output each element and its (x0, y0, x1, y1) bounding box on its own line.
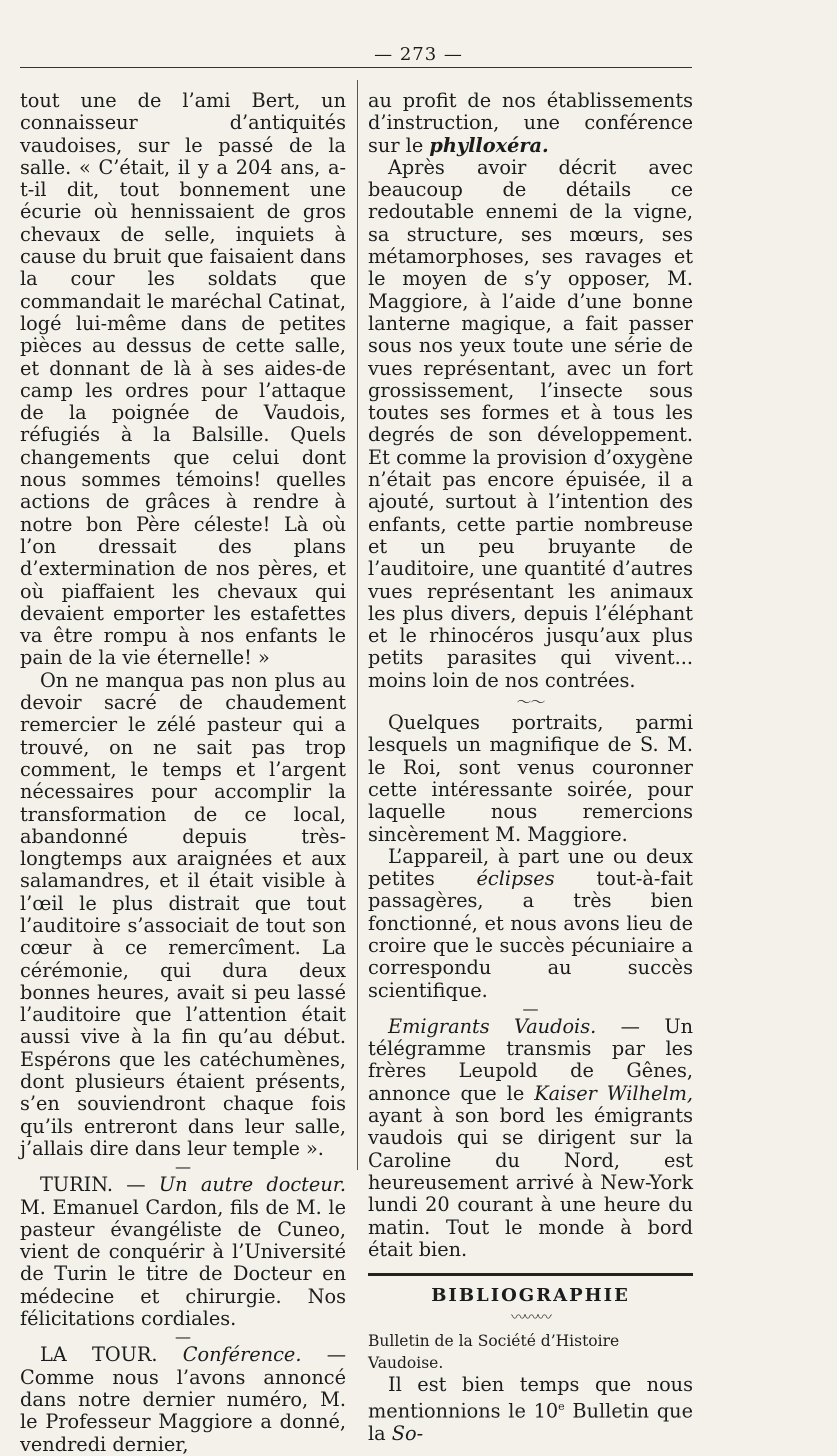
section-separator: — (175, 1327, 191, 1347)
page-number: — 273 — (374, 44, 463, 65)
header-rule (20, 67, 692, 68)
paragraph-la-tour (20, 1344, 346, 1455)
emigrants-text-a: Un télégramme transmis par les frères Leupold de Gênes, annonce que le (368, 1014, 693, 1105)
dash: — (596, 1014, 665, 1038)
paragraph-bulletin (368, 1374, 693, 1445)
emigrants-text-b: ayant à son bord les émigrants vaudois qui se dirigent sur la Caroline du Nord, est heureusement arrivé à New-York lundi 20 courant à une heure du matin. Tout le monde à bord était bien. (368, 1104, 693, 1261)
paragraph-salle-history: tout une de l’ami Bert, un connaisseur d’antiquités vaudoises, sur le passé de la salle. « C’était, il y a 204 ans, a-t-il dit, tout bonnement une écurie où hennissaient de gros chevaux de selle, inquiets à cause du bruit que faisaient dans la cour les soldats que commandait le maréchal Catinat, logé lui-même dans de petites pièces au dessus de cette salle, et donnant de là à ses aides-de camp les ordres pour l’attaque de la poignée de Vaudois, réfugiés à la Balsille. Quels changements que celui dont nous sommes témoins! quelles actions de grâces à rendre à notre bon Père céleste! Là où l’on dressait des plans d’extermination de nos pères, et où piaffaient les chevaux qui devaient emporter les estafettes va être rompu à nos enfants le pain de la vie éternelle! » (20, 89, 346, 670)
left-column (20, 90, 346, 1456)
paragraph-emigrants (368, 1016, 693, 1261)
paragraph-lanterne-magique: Après avoir décrit avec beaucoup de détails ce redoutable ennemi de la vigne, sa structure, ses mœurs, ses métamorphoses, ses ravages et le moyen de s’y opposer, M. Maggiore, à l’aide d’une bonne lanterne magique, a fait passer sous nos yeux toute une série de vues représentant, avec un fort grossissement, l’insecte sous toutes ses formes et à tous les degrés de son développement. Et comme la provision d’oxygène n’était pas encore épuisée, il a ajouté, surtout à l’intention des enfants, cette partie nombreuse et un peu bruyante de l’auditoire, une quantité d’autres vues représentant les animaux les plus divers, depuis l’éléphant et le rhinocéros jusqu’aux plus petits parasites qui vivent... moins loin de nos contrées. (368, 155, 693, 692)
appareil-text-a: L’appareil, à part une ou deux petites (368, 844, 693, 891)
societe-abbrev: So- (391, 1422, 424, 1446)
title-autre-docteur: Un autre docteur. (158, 1173, 346, 1197)
bibliography-heading: BIBLIOGRAPHIE (431, 1285, 630, 1307)
bibliography-rule (368, 1273, 693, 1276)
dash: — (113, 1173, 159, 1197)
intro-text: au profit de nos établissements d’instruction, une conférence sur le (368, 89, 693, 157)
paragraph-phylloxera-intro (368, 90, 693, 157)
la-tour-body: Comme nous l’avons annoncé dans notre dernier numéro, M. le Professeur Maggiore a donné, vendredi dernier, (20, 1365, 346, 1456)
term-phylloxera: phylloxéra. (429, 133, 549, 157)
title-emigrants-vaudois: Emigrants Vaudois. (388, 1014, 597, 1038)
paragraph-remerciement: On ne manqua pas non plus au devoir sacré de chaudement remercier le zélé pasteur qui a trouvé, on ne sait pas trop comment, le temps et l’argent nécessaires pour accomplir la transformation de ce local, abandonné depuis très-longtemps aux araignées et aux salamandres, et il était visible à l’œil le plus distrait que tout l’auditoire s’associait de tout son cœur à ce remercîment. La cérémonie, qui dura deux bonnes heures, avait si peu lassé l’auditoire que l’attention était aussi vive à la fin qu’au début. Espérons que les catéchumènes, dont plusieurs étaient présents, s’en souviendront chaque fois qu’ils entreront dans leur salle, j’allais dire dans leur temple ». (20, 668, 346, 1160)
bibliography-subtitle: Bulletin de la Société d’Histoire Vaudoise. (368, 1332, 620, 1373)
right-column (368, 90, 693, 1445)
bulletin-text-a: Il est bien temps que nous mentionnions le 10 (368, 1373, 693, 1423)
paragraph-portraits: Quelques portraits, parmi lesquels un magnifique de S. M. le Roi, sont venus couronner cette intéressante soirée, pour laquelle nous remercions sincèrement M. Maggiore. (368, 711, 693, 846)
bibliography-ornament: 〰〰〰 (510, 1308, 550, 1327)
appareil-text-b: tout-à-fait passagères, a très bien fonctionné, et nous avons lieu de croire que le succès pécuniaire a correspondu au succès scientifique. (368, 867, 693, 1002)
paragraph-appareil (368, 846, 693, 1002)
ordinal-suffix: e (558, 1400, 565, 1414)
dash: — (301, 1343, 346, 1367)
place-la-tour: LA TOUR. (40, 1343, 158, 1367)
bulletin-text-b: Bulletin que la (368, 1399, 693, 1446)
section-separator: — (175, 1157, 191, 1177)
term-eclipses: éclipses (476, 867, 555, 891)
ship-name: Kaiser Wilhelm, (534, 1081, 694, 1105)
turin-body: M. Emanuel Cardon, fils de M. le pasteur évangéliste de Cuneo, vient de conquérir à l’Université de Turin le titre de Docteur en médecine et chirurgie. Nos félicitations cordiales. (20, 1195, 346, 1331)
paragraph-turin (20, 1174, 346, 1330)
column-divider (357, 80, 358, 1170)
place-turin: TURIN. (40, 1173, 114, 1197)
section-separator: — (522, 998, 539, 1018)
wave-ornament: 〜〜 (516, 693, 545, 712)
title-conference: Conférence. (182, 1343, 302, 1367)
